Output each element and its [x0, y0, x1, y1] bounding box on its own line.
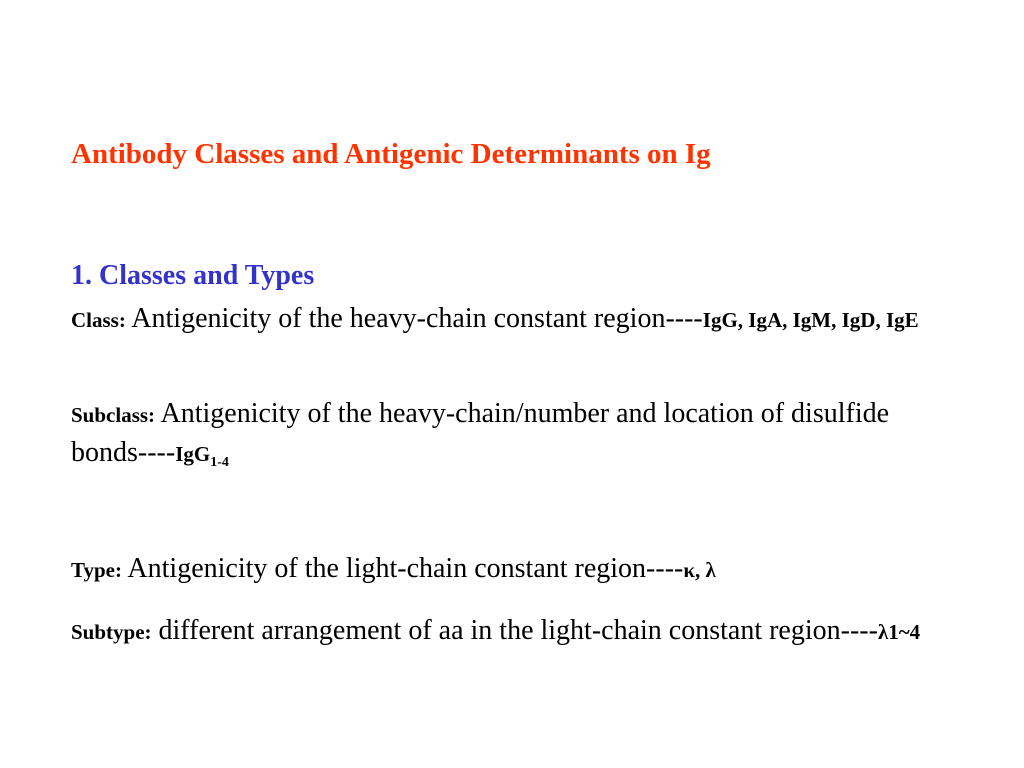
subtype-text: different arrangement of aa in the light-chain constant region---- [151, 615, 878, 646]
class-label: Class: [71, 308, 126, 332]
type-label: Type: [71, 558, 122, 582]
class-examples: IgG, IgA, IgM, IgD, IgE [702, 308, 919, 332]
slide-title: Antibody Classes and Antigenic Determinants on Ig [71, 138, 711, 170]
class-text: Antigenicity of the heavy-chain constant region---- [125, 303, 703, 334]
subtype-label: Subtype: [71, 620, 152, 644]
subtype-definition [71, 612, 951, 651]
subclass-text: Antigenicity of the heavy-chain/number and location of disulfide bonds---- [71, 398, 890, 468]
type-definition [71, 550, 951, 589]
subclass-label: Subclass: [71, 403, 156, 427]
subclass-example-subscript: 1-4 [210, 455, 229, 470]
subclass-example: IgG [175, 442, 211, 466]
section-heading: 1. Classes and Types [71, 260, 315, 291]
type-examples: κ, λ [683, 558, 716, 582]
class-definition [71, 300, 951, 339]
subclass-definition [71, 395, 951, 482]
type-text: Antigenicity of the light-chain constant region---- [121, 553, 684, 584]
subtype-example: λ1~4 [877, 620, 921, 644]
